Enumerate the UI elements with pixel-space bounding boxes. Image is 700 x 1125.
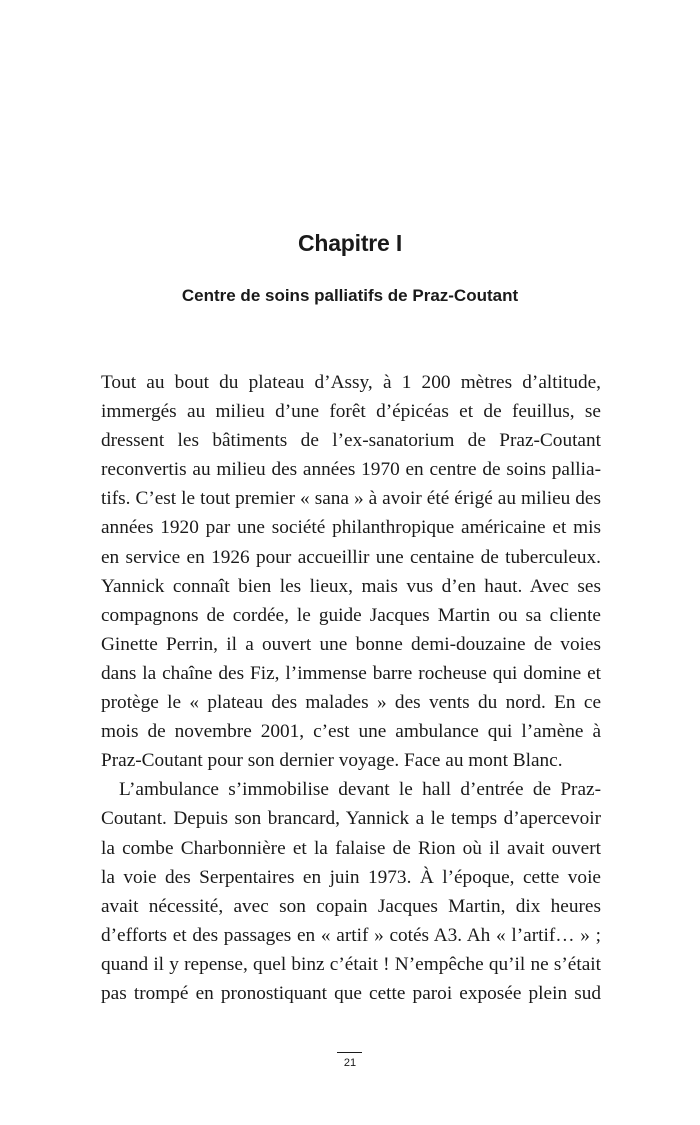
text-line: Praz-Coutant pour son dernier voyage. Face au mont Blanc. — [101, 750, 563, 772]
text-line: Ginette Perrin, il a ouvert une bonne demi-douzaine de voies — [101, 633, 601, 655]
text-line: années 1920 par une société philanthropique américaine et mis — [101, 517, 601, 539]
text-line: reconvertis au milieu des années 1970 en centre de soins pallia- — [101, 459, 601, 481]
text-line: immergés au milieu d’une forêt d’épicéas et de feuillus, se — [101, 401, 601, 423]
text-line: tifs. C’est le tout premier « sana » à avoir été érigé au milieu des — [101, 488, 601, 510]
text-line: quand il y repense, quel binz c’était ! N’empêche qu’il ne s’était — [101, 953, 601, 975]
text-line: compagnons de cordée, le guide Jacques Martin ou sa cliente — [101, 604, 601, 626]
text-line: mois de novembre 2001, c’est une ambulance qui l’amène à — [101, 721, 601, 743]
body-text — [101, 368, 601, 1008]
text-line: L’ambulance s’immobilise devant le hall d’entrée de Praz- — [119, 779, 601, 801]
text-line: la combe Charbonnière et la falaise de Rion où il avait ouvert — [101, 837, 601, 859]
text-line: Tout au bout du plateau d’Assy, à 1 200 mètres d’altitude, — [101, 372, 601, 393]
text-line: dans la chaîne des Fiz, l’immense barre rocheuse qui domine et — [101, 662, 601, 684]
text-line: pas trompé en pronostiquant que cette paroi exposée plein sud — [101, 982, 601, 1004]
text-line: dressent les bâtiments de l’ex-sanatorium de Praz-Coutant — [101, 430, 601, 452]
text-line: d’efforts et des passages en « artif » cotés A3. Ah « l’artif… » ; — [101, 924, 601, 946]
text-line: en service en 1926 pour accueillir une centaine de tuberculeux. — [101, 546, 601, 568]
paragraph-1 — [101, 368, 601, 775]
chapter-title: Chapitre I — [297, 230, 403, 256]
text-line: Yannick connaît bien les lieux, mais vus d’en haut. Avec ses — [101, 575, 601, 597]
text-line: la voie des Serpentaires en juin 1973. À l’époque, cette voie — [101, 866, 601, 888]
paragraph-2 — [101, 775, 601, 1008]
text-line: avait nécessité, avec son copain Jacques Martin, dix heures — [101, 895, 601, 917]
page-number-rule — [337, 1052, 362, 1053]
page-number: 21 — [343, 1057, 357, 1069]
text-line: protège le « plateau des malades » des vents du nord. En ce — [101, 692, 601, 714]
text-line: Coutant. Depuis son brancard, Yannick a le temps d’apercevoir — [101, 808, 601, 830]
chapter-subtitle: Centre de soins palliatifs de Praz-Coutant — [181, 286, 519, 305]
